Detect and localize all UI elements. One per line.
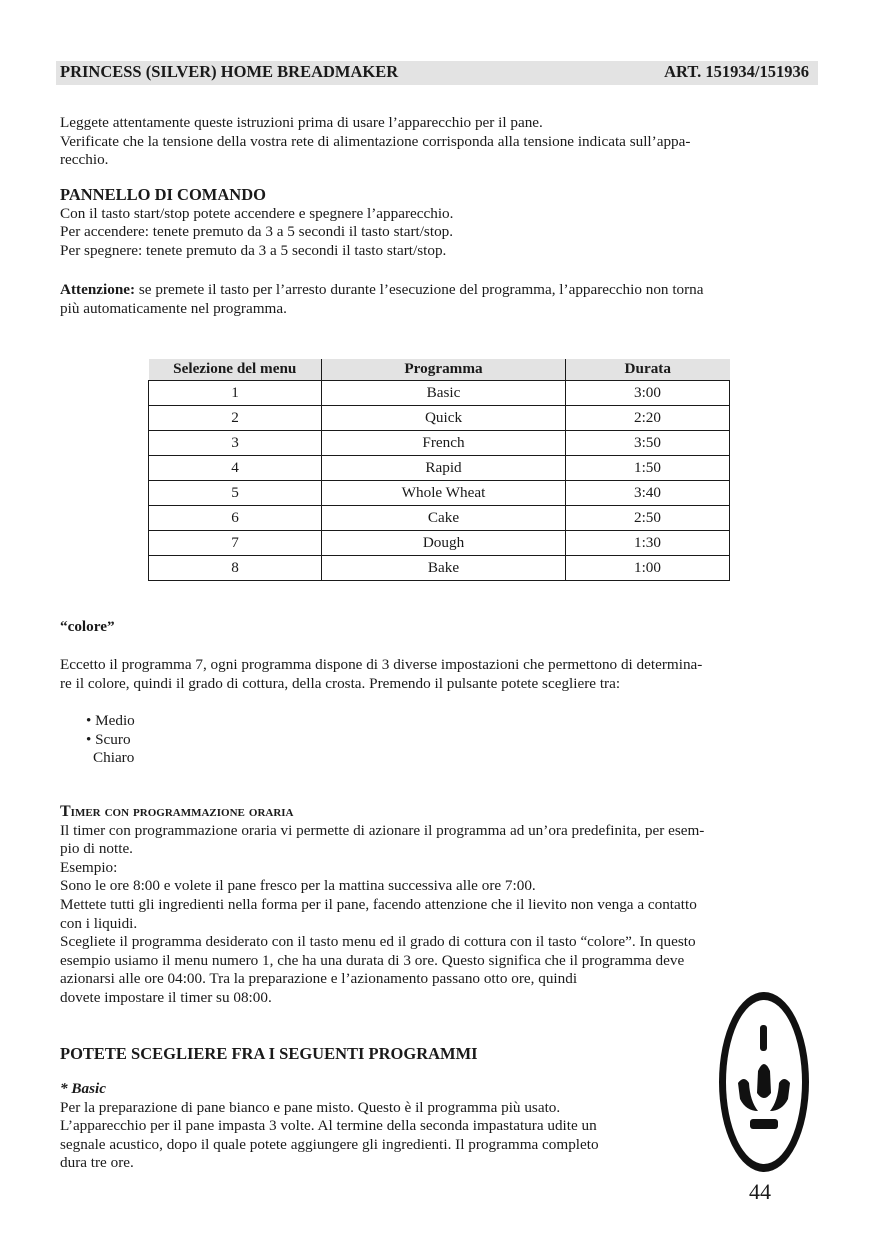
colore-heading: “colore” — [60, 618, 115, 635]
colore-paragraph: Eccetto il programma 7, ogni programma dispone di 3 diverse impostazioni che permettono di determina- re il colore, quindi il grado di cottura, della crosta. Premendo il pulsante potete scegliere tra: — [60, 656, 703, 692]
list-item: • Scuro — [86, 730, 131, 748]
column-header-menu: Selezione del menu — [149, 359, 322, 381]
control-panel-heading: PANNELLO DI COMANDO — [60, 185, 266, 204]
page-number: 44 — [749, 1179, 771, 1204]
warning-paragraph: Attenzione: se premete il tasto per l’arresto durante l’esecuzione del programma, l’apparecchio non torna più automaticamente nel programma. — [60, 281, 704, 317]
basic-program-section: * Basic Per la preparazione di pane bianco e pane misto. Questo è il programma più usato. L’apparecchio per il pane impasta 3 volte. Al termine della seconda impastatura udite un segnale acustico, dopo il quale potete aggiungere gli ingredienti. Il programma completo dura tre ore. — [60, 1080, 700, 1173]
table-row: 4 Rapid 1:50 — [149, 456, 730, 481]
warning-label: Attenzione: — [60, 281, 136, 298]
princess-crown-logo-icon — [718, 991, 810, 1173]
column-header-duration: Durata — [566, 359, 730, 381]
table-row: 8 Bake 1:00 — [149, 556, 730, 581]
table-row: 6 Cake 2:50 — [149, 506, 730, 531]
intro-paragraph: Leggete attentamente queste istruzioni prima di usare l’apparecchio per il pane. Verificate che la tensione della vostra rete di alimentazione corrisponda alla tensione indicata sull’appa- recchio. — [60, 114, 691, 169]
table-row: 2 Quick 2:20 — [149, 406, 730, 431]
timer-heading: Timer con programmazione oraria — [60, 803, 294, 820]
list-item: Chiaro — [93, 749, 135, 767]
table-row: 3 French 3:50 — [149, 431, 730, 456]
table-row: 7 Dough 1:30 — [149, 531, 730, 556]
control-panel-section: PANNELLO DI COMANDO Con il tasto start/stop potete accendere e spegnere l’apparecchio. Per accendere: tenete premuto da 3 a 5 secondi il tasto start/stop. Per spegnere: tenete premuto da 3 a 5 secondi il tasto start/stop. — [60, 186, 820, 260]
column-header-program: Programma — [322, 359, 566, 381]
program-table — [148, 359, 730, 581]
list-item: • Medio — [86, 712, 135, 729]
table-row: 1 Basic 3:00 — [149, 381, 730, 406]
table-header-row — [149, 359, 730, 381]
table-row: 5 Whole Wheat 3:40 — [149, 481, 730, 506]
document-title: PRINCESS (SILVER) HOME BREADMAKER — [60, 62, 399, 81]
programs-heading: POTETE SCEGLIERE FRA I SEGUENTI PROGRAMMI — [60, 1044, 478, 1063]
article-number: ART. 151934/151936 — [664, 62, 809, 81]
timer-section: Timer con programmazione oraria Il timer con programmazione oraria vi permette di azionare il programma ad un’ora predefinita, per esem- pio di notte. Esempio: Sono le ore 8:00 e volete il pane fresco per la mattina successiva alle ore 7:00. Mettete tutti gli ingredienti nella forma per il pane, facendo attenzione che il lievito non venga a contatto con i liquidi. Scegliete il programma desiderato con il tasto menu ed il grado di cottura con il tasto “colore”. In questo esempio usiamo il menu numero 1, che ha una durata di 3 ore. Questo significa che il programma deve azionarsi alle ore 04:00. Tra la preparazione e l’azionamento passano otto ore, quindi dovete impostare il timer su 08:00. — [60, 803, 820, 1008]
basic-program-title: * Basic — [60, 1080, 106, 1097]
colore-options-list — [86, 712, 135, 768]
